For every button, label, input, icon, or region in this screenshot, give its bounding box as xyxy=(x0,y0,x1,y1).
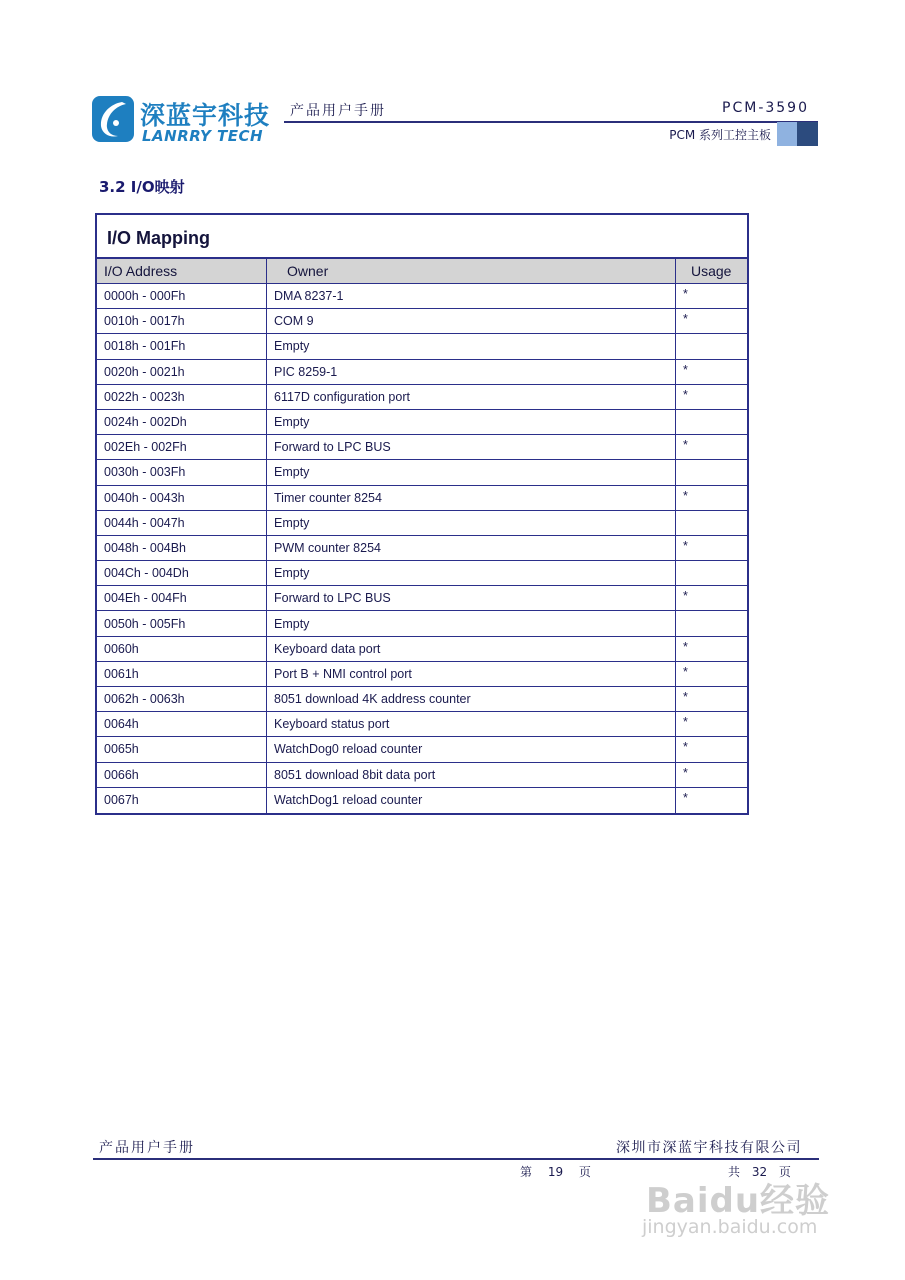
cell-owner: Empty xyxy=(267,561,676,585)
table-row xyxy=(97,486,747,511)
table-row xyxy=(97,334,747,359)
cell-usage: * xyxy=(683,387,688,402)
cell-owner: 8051 download 8bit data port xyxy=(267,763,676,787)
cell-address: 0048h - 004Bh xyxy=(97,536,267,560)
table-row xyxy=(97,385,747,410)
section-title: 3.2 I/O映射 xyxy=(99,178,185,196)
cell-address: 0050h - 005Fh xyxy=(97,611,267,635)
cell-owner: 8051 download 4K address counter xyxy=(267,687,676,711)
cell-address: 002Eh - 002Fh xyxy=(97,435,267,459)
cell-usage: * xyxy=(683,790,688,805)
cell-usage: * xyxy=(683,690,688,704)
table-row xyxy=(97,712,747,737)
cell-owner: Forward to LPC BUS xyxy=(267,435,676,459)
cell-address: 0062h - 0063h xyxy=(97,687,267,711)
baidu-watermark-url: jingyan.baidu.com xyxy=(642,1216,818,1238)
cell-address: 0040h - 0043h xyxy=(97,486,267,510)
table-row xyxy=(97,687,747,712)
cell-address: 0061h xyxy=(97,662,267,686)
table-row xyxy=(97,662,747,687)
cell-owner: Empty xyxy=(267,410,676,434)
header-accent-block-dark xyxy=(797,122,818,146)
lanrry-logo-icon xyxy=(92,96,134,142)
page-number-current: 第 19 页 xyxy=(520,1165,591,1179)
cell-owner: DMA 8237-1 xyxy=(267,284,676,308)
cell-usage: * xyxy=(683,488,688,503)
page-number-total: 共 32 页 xyxy=(728,1165,791,1179)
cell-address: 0064h xyxy=(97,712,267,736)
cell-usage xyxy=(676,611,747,635)
cell-owner: Empty xyxy=(267,611,676,635)
table-row xyxy=(97,284,747,309)
footer-doc-type: 产品用户手册 xyxy=(99,1140,195,1156)
cell-address: 0065h xyxy=(97,737,267,761)
cell-owner: Empty xyxy=(267,511,676,535)
cell-usage xyxy=(676,410,747,434)
table-row xyxy=(97,511,747,536)
cell-address: 0018h - 001Fh xyxy=(97,334,267,358)
cell-usage: * xyxy=(683,312,688,327)
table-row xyxy=(97,586,747,611)
column-header-owner: Owner xyxy=(267,259,676,283)
cell-usage: * xyxy=(683,438,688,453)
company-name-en: LANRRY TECH xyxy=(142,127,264,145)
cell-owner: PIC 8259-1 xyxy=(267,360,676,384)
table-header-row xyxy=(97,259,747,284)
table-row xyxy=(97,460,747,485)
cell-owner: Timer counter 8254 xyxy=(267,486,676,510)
cell-address: 0000h - 000Fh xyxy=(97,284,267,308)
cell-usage xyxy=(676,561,747,585)
cell-usage xyxy=(676,334,747,358)
table-row xyxy=(97,763,747,788)
cell-address: 0010h - 0017h xyxy=(97,309,267,333)
cell-owner: Port B + NMI control port xyxy=(267,662,676,686)
table-row xyxy=(97,788,747,813)
table-row xyxy=(97,737,747,762)
cell-owner: WatchDog1 reload counter xyxy=(267,788,676,813)
cell-usage: * xyxy=(683,765,688,780)
footer-divider xyxy=(93,1158,819,1160)
header-model: PCM-3590 xyxy=(722,100,809,116)
cell-address: 0020h - 0021h xyxy=(97,360,267,384)
table-row xyxy=(97,611,747,636)
table-row xyxy=(97,309,747,334)
table-row xyxy=(97,561,747,586)
table-row xyxy=(97,637,747,662)
cell-owner: COM 9 xyxy=(267,309,676,333)
cell-usage: * xyxy=(683,362,688,377)
table-row xyxy=(97,360,747,385)
cell-usage xyxy=(676,511,747,535)
cell-owner: Forward to LPC BUS xyxy=(267,586,676,610)
cell-owner: 6117D configuration port xyxy=(267,385,676,409)
cell-owner: PWM counter 8254 xyxy=(267,536,676,560)
header-divider xyxy=(284,121,818,123)
table-row xyxy=(97,435,747,460)
cell-usage: * xyxy=(683,639,688,654)
cell-usage: * xyxy=(683,715,688,730)
table-row xyxy=(97,410,747,435)
baidu-watermark-logo: Baidu经验 xyxy=(646,1181,831,1221)
cell-address: 004Ch - 004Dh xyxy=(97,561,267,585)
cell-usage: * xyxy=(683,589,688,604)
cell-owner: Empty xyxy=(267,334,676,358)
table-row xyxy=(97,536,747,561)
cell-usage: * xyxy=(683,287,688,301)
cell-address: 0022h - 0023h xyxy=(97,385,267,409)
table-caption: I/O Mapping xyxy=(97,215,747,259)
cell-address: 0066h xyxy=(97,763,267,787)
cell-address: 004Eh - 004Fh xyxy=(97,586,267,610)
cell-address: 0024h - 002Dh xyxy=(97,410,267,434)
cell-owner: WatchDog0 reload counter xyxy=(267,737,676,761)
cell-address: 0044h - 0047h xyxy=(97,511,267,535)
cell-owner: Keyboard status port xyxy=(267,712,676,736)
header-series: PCM 系列工控主板 xyxy=(669,128,771,142)
cell-usage xyxy=(676,460,747,484)
cell-usage: * xyxy=(683,740,688,755)
column-header-usage: Usage xyxy=(691,263,732,279)
cell-address: 0060h xyxy=(97,637,267,661)
cell-owner: Keyboard data port xyxy=(267,637,676,661)
cell-usage: * xyxy=(683,664,688,679)
cell-address: 0030h - 003Fh xyxy=(97,460,267,484)
footer-company: 深圳市深蓝宇科技有限公司 xyxy=(616,1140,802,1156)
table-body xyxy=(97,284,747,813)
cell-address: 0067h xyxy=(97,788,267,813)
io-mapping-table xyxy=(95,213,749,815)
company-name-cn: 深蓝宇科技 xyxy=(140,101,271,130)
cell-owner: Empty xyxy=(267,460,676,484)
column-header-address: I/O Address xyxy=(97,259,267,283)
header-accent-block-light xyxy=(777,122,797,146)
cell-usage: * xyxy=(683,538,688,553)
header-doc-type: 产品用户手册 xyxy=(290,103,386,119)
